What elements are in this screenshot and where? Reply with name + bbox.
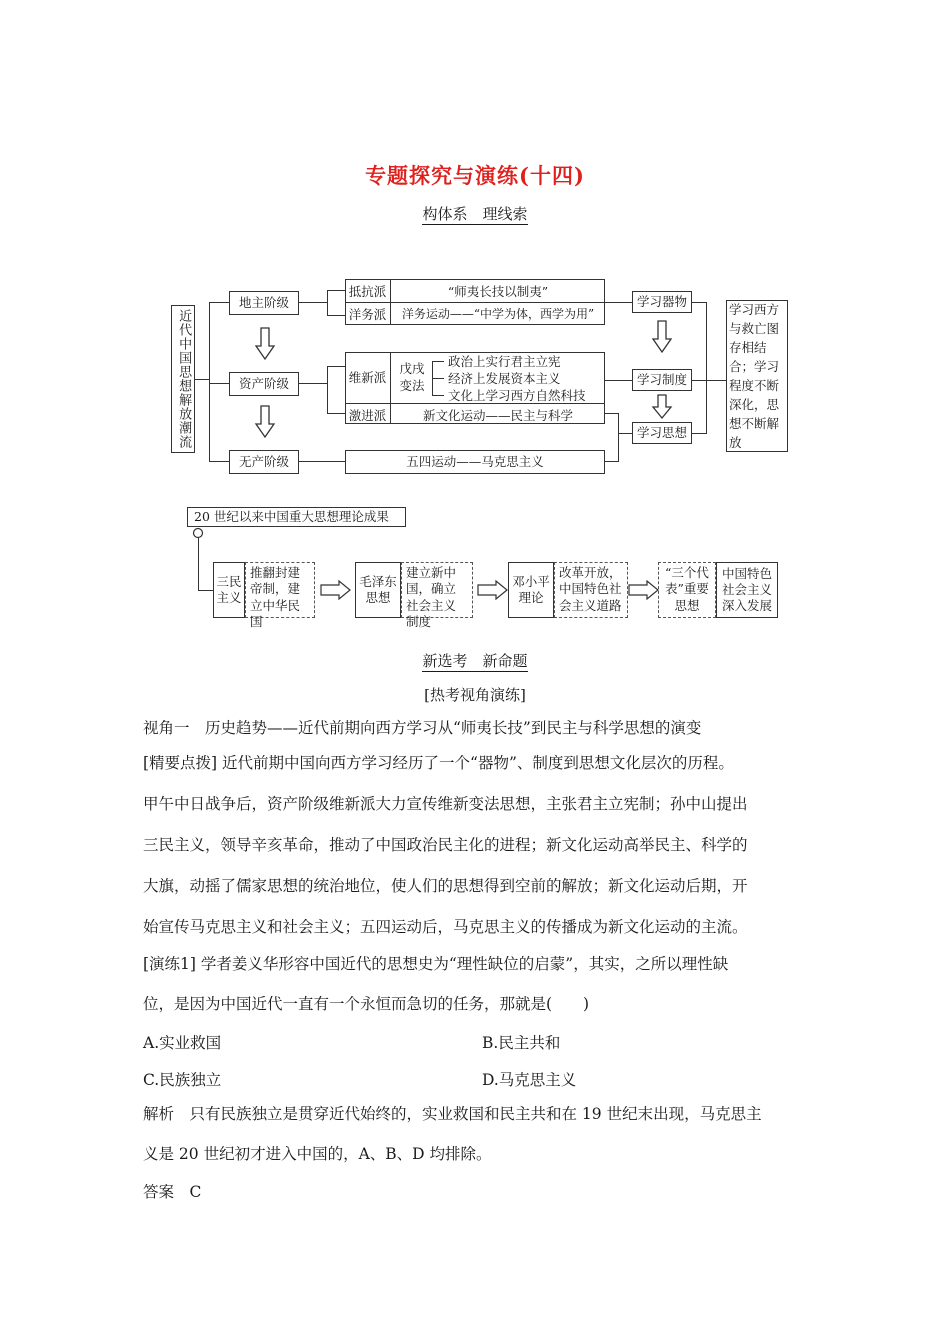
theory-name: 邓小平理论 — [508, 562, 554, 618]
faction-reform: 维新派 — [348, 370, 387, 385]
analysis-line: 解析 只有民族独立是贯穿近代始终的，实业救国和民主共和在 19 世纪末出现，马克思主 — [143, 1105, 762, 1123]
key-line: [精要点拨] 近代前期中国向西方学习经历了一个“器物”、制度到思想文化层次的历程。 — [143, 754, 734, 772]
wuxu-reform-label: 戊戌变法 — [399, 361, 425, 393]
theory-name: 三民主义 — [213, 562, 245, 618]
theory-desc: 推翻封建帝制，建立中华民国 — [245, 562, 315, 618]
section-subtitle-1: 构体系 理线索 — [422, 205, 528, 223]
reform-item: 文化上学习西方自然科技 — [448, 388, 586, 403]
practice-header: [热考视角演练] — [424, 686, 526, 704]
may-fourth-content: 五四运动——马克思主义 — [345, 450, 605, 474]
down-arrow-icon — [254, 405, 276, 439]
theory-name: 毛泽东思想 — [355, 562, 401, 618]
question-line: [演练1] 学者姜义华形容中国近代的思想史为“理性缺位的启蒙”，其实，之所以理性缺 — [143, 955, 729, 973]
theory-desc: 中国特色社会主义深入发展 — [716, 562, 778, 618]
radical-content: 新文化运动——民主与科学 — [422, 408, 573, 423]
root-box: 近代中国思想解放潮流 — [171, 305, 195, 453]
page-title: 专题探究与演练(十四) — [365, 163, 585, 188]
learn-objects: 学习器物 — [632, 291, 692, 313]
resistance-content: “师夷长技以制夷” — [447, 284, 549, 299]
option-d: D.马克思主义 — [482, 1071, 577, 1089]
class-landlord: 地主阶级 — [229, 291, 299, 315]
class-proletariat: 无产阶级 — [229, 450, 299, 474]
view-heading: 视角一 历史趋势——近代前期向西方学习从“师夷长技”到民主与科学思想的演变 — [143, 719, 702, 737]
section-subtitle-2: 新选考 新命题 — [422, 652, 528, 670]
key-line: 大旗，动摇了儒家思想的统治地位，使人们的思想得到空前的解放；新文化运动后期，开 — [143, 877, 748, 895]
learn-institutions: 学习制度 — [632, 369, 692, 391]
reform-item: 政治上实行君主立宪 — [448, 354, 561, 369]
analysis-line: 义是 20 世纪初才进入中国的，A、B、D 均排除。 — [143, 1145, 492, 1163]
theory-header: 20 世纪以来中国重大思想理论成果 — [187, 507, 406, 527]
down-arrow-icon — [651, 394, 673, 420]
learn-thought: 学习思想 — [632, 422, 692, 444]
key-line: 三民主义，领导辛亥革命，推动了中国政治民主化的进程；新文化运动高举民主、科学的 — [143, 836, 748, 854]
theory-desc: 改革开放，中国特色社会主义道路 — [554, 562, 628, 618]
key-line: 甲午中日战争后，资产阶级维新派大力宣传维新变法思想，主张君主立宪制；孙中山提出 — [143, 795, 748, 813]
key-line: 始宣传马克思主义和社会主义；五四运动后，马克思主义的传播成为新文化运动的主流。 — [143, 918, 748, 936]
down-arrow-icon — [254, 327, 276, 361]
down-arrow-icon — [651, 320, 673, 354]
faction-westernization: 洋务派 — [348, 307, 387, 322]
right-arrow-icon — [628, 580, 660, 600]
theory-name: “三个代表”重要思想 — [658, 562, 716, 618]
option-c: C.民族独立 — [143, 1071, 222, 1089]
question-line: 位，是因为中国近代一直有一个永恒而急切的任务，那就是( ) — [143, 995, 590, 1013]
answer: 答案 C — [143, 1183, 202, 1201]
right-arrow-icon — [320, 580, 352, 600]
faction-radical: 激进派 — [348, 408, 387, 423]
westernization-content: 洋务运动——“中学为体，西学为用” — [401, 307, 595, 321]
option-b: B.民主共和 — [482, 1034, 561, 1052]
conclusion-box: 学习西方与救亡图存相结合；学习程度不断深化，思想不断解放 — [726, 300, 788, 452]
option-a: A.实业救国 — [143, 1034, 222, 1052]
reform-item: 经济上发展资本主义 — [448, 371, 561, 386]
right-arrow-icon — [477, 580, 509, 600]
class-bourgeoisie: 资产阶级 — [229, 372, 299, 396]
theory-desc: 建立新中国，确立社会主义制度 — [401, 562, 473, 618]
faction-resistance: 抵抗派 — [348, 284, 387, 299]
